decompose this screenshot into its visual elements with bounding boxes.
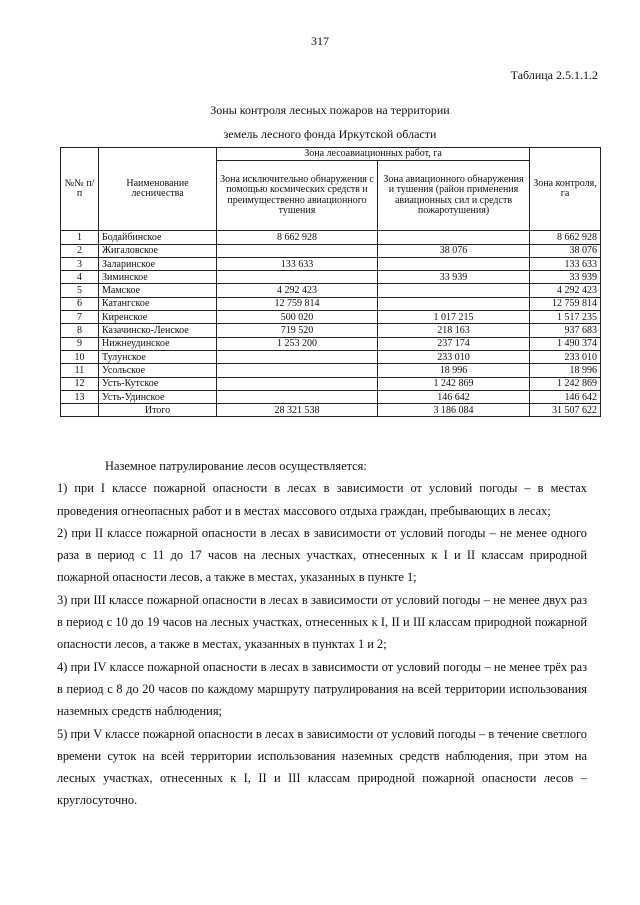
row-number: 6 xyxy=(61,297,99,310)
forest-fire-zones-table xyxy=(60,147,601,417)
aviation-area xyxy=(378,297,530,310)
aviation-area: 38 076 xyxy=(378,244,530,257)
table-title-line-2: земель лесного фонда Иркутской области xyxy=(223,127,437,141)
header-space-detection-zone: Зона исключительно обнаружения с помощью космических средств и преимущественно авиационного тушения xyxy=(217,161,378,231)
table-row xyxy=(61,350,601,363)
row-number: 7 xyxy=(61,311,99,324)
aviation-area xyxy=(378,257,530,270)
control-zone-area: 233 010 xyxy=(530,350,601,363)
aviation-area: 237 174 xyxy=(378,337,530,350)
control-zone-area: 937 683 xyxy=(530,324,601,337)
header-group: Зона лесоавиационных работ, га xyxy=(217,148,530,161)
aviation-area: 218 163 xyxy=(378,324,530,337)
row-number: 11 xyxy=(61,364,99,377)
patrol-intro: Наземное патрулирование лесов осуществляется: xyxy=(105,459,367,473)
header-name: Наименование лесничества xyxy=(99,148,217,231)
patrol-item-1: 1) при I классе пожарной опасности в лесах в зависимости от условий погоды – в местах проведения огнеопасных работ и в местах массового отдыха граждан, пребывающих в лесах; xyxy=(57,481,587,518)
forestry-name: Бодайбинское xyxy=(99,231,217,244)
space-detection-area xyxy=(217,244,378,257)
forestry-name: Зиминское xyxy=(99,271,217,284)
aviation-area: 1 242 869 xyxy=(378,377,530,390)
row-number: 1 xyxy=(61,231,99,244)
header-aviation-zone: Зона авиационного обнаружения и тушения (район применения авиационных сил и средств пожаротушения) xyxy=(378,161,530,231)
page-number: 317 xyxy=(311,34,329,48)
table-row xyxy=(61,244,601,257)
forestry-name: Тулунское xyxy=(99,350,217,363)
forestry-name: Усть-Кутское xyxy=(99,377,217,390)
row-number: 13 xyxy=(61,390,99,403)
patrol-item-3: 3) при III классе пожарной опасности в лесах в зависимости от условий погоды – не менее двух раз в период с 10 до 19 часов на лесных участках, отнесенных к I, II и III классам природной пожарной опасности лесов, а также в местах, указанных в пунктах 1 и 2; xyxy=(57,592,587,652)
row-number: 4 xyxy=(61,271,99,284)
total-label: Итого xyxy=(99,404,217,417)
space-detection-area: 8 662 928 xyxy=(217,231,378,244)
forestry-name: Усть-Удинское xyxy=(99,390,217,403)
forestry-name: Жигаловское xyxy=(99,244,217,257)
forestry-name: Заларинское xyxy=(99,257,217,270)
aviation-area: 18 996 xyxy=(378,364,530,377)
forestry-name: Усольское xyxy=(99,364,217,377)
table-row xyxy=(61,271,601,284)
table-title-line-1: Зоны контроля лесных пожаров на территории xyxy=(210,103,450,117)
row-number: 10 xyxy=(61,350,99,363)
patrol-item-4: 4) при IV классе пожарной опасности в лесах в зависимости от условий погоды – не менее трёх раз в период с 8 до 20 часов по каждому маршруту патрулирования на всей территории использования наземных средств наблюдения; xyxy=(57,659,587,719)
header-control-zone: Зона контроля, га xyxy=(530,148,601,231)
aviation-area xyxy=(378,231,530,244)
control-zone-area: 33 939 xyxy=(530,271,601,284)
row-number: 12 xyxy=(61,377,99,390)
space-detection-area: 4 292 423 xyxy=(217,284,378,297)
table-row xyxy=(61,364,601,377)
header-num: №№ п/п xyxy=(61,148,99,231)
table-row xyxy=(61,377,601,390)
space-detection-area: 133 633 xyxy=(217,257,378,270)
space-detection-area: 12 759 814 xyxy=(217,297,378,310)
row-number: 8 xyxy=(61,324,99,337)
space-detection-area: 500 020 xyxy=(217,311,378,324)
aviation-area: 33 939 xyxy=(378,271,530,284)
table-label: Таблица 2.5.1.1.2 xyxy=(510,68,598,82)
row-number: 2 xyxy=(61,244,99,257)
space-detection-area xyxy=(217,271,378,284)
aviation-area xyxy=(378,284,530,297)
space-detection-area: 1 253 200 xyxy=(217,337,378,350)
patrol-text xyxy=(57,455,587,812)
total-space-detection: 28 321 538 xyxy=(217,404,378,417)
aviation-area: 1 017 215 xyxy=(378,311,530,324)
forestry-name: Казачинско-Ленское xyxy=(99,324,217,337)
control-zone-area: 18 996 xyxy=(530,364,601,377)
control-zone-area: 146 642 xyxy=(530,390,601,403)
control-zone-area: 38 076 xyxy=(530,244,601,257)
control-zone-area: 1 490 374 xyxy=(530,337,601,350)
total-control-zone: 31 507 622 xyxy=(530,404,601,417)
control-zone-area: 1 242 869 xyxy=(530,377,601,390)
space-detection-area: 719 520 xyxy=(217,324,378,337)
forestry-name: Катангское xyxy=(99,297,217,310)
space-detection-area xyxy=(217,377,378,390)
space-detection-area xyxy=(217,364,378,377)
space-detection-area xyxy=(217,350,378,363)
table-row xyxy=(61,390,601,403)
space-detection-area xyxy=(217,390,378,403)
row-number: 3 xyxy=(61,257,99,270)
total-row xyxy=(61,404,601,417)
table-row xyxy=(61,284,601,297)
table-row xyxy=(61,297,601,310)
aviation-area: 233 010 xyxy=(378,350,530,363)
table-row xyxy=(61,337,601,350)
control-zone-area: 1 517 235 xyxy=(530,311,601,324)
table-title xyxy=(60,98,600,146)
patrol-item-5: 5) при V классе пожарной опасности в лесах в зависимости от условий погоды – в течение светлого времени суток на всей территории использования наземных средств наблюдения, при этом на лесных участках, отнесенных к I, II и III классам природной пожарной опасности лесов – круглосуточно. xyxy=(57,726,587,808)
forestry-name: Мамское xyxy=(99,284,217,297)
control-zone-area: 8 662 928 xyxy=(530,231,601,244)
table-row xyxy=(61,257,601,270)
forestry-name: Киренское xyxy=(99,311,217,324)
total-aviation: 3 186 084 xyxy=(378,404,530,417)
control-zone-area: 4 292 423 xyxy=(530,284,601,297)
aviation-area: 146 642 xyxy=(378,390,530,403)
table-row xyxy=(61,311,601,324)
table-row xyxy=(61,324,601,337)
table-row xyxy=(61,231,601,244)
table-body xyxy=(61,231,601,404)
total-empty-cell xyxy=(61,404,99,417)
control-zone-area: 12 759 814 xyxy=(530,297,601,310)
patrol-item-2: 2) при II классе пожарной опасности в лесах в зависимости от условий погоды – не менее одного раза в период с 11 до 17 часов на лесных участках, отнесенных к I и II классам природной пожарной опасности лесов, а также в местах, указанных в пункте 1; xyxy=(57,525,587,585)
row-number: 5 xyxy=(61,284,99,297)
control-zone-area: 133 633 xyxy=(530,257,601,270)
row-number: 9 xyxy=(61,337,99,350)
forestry-name: Нижнеудинское xyxy=(99,337,217,350)
